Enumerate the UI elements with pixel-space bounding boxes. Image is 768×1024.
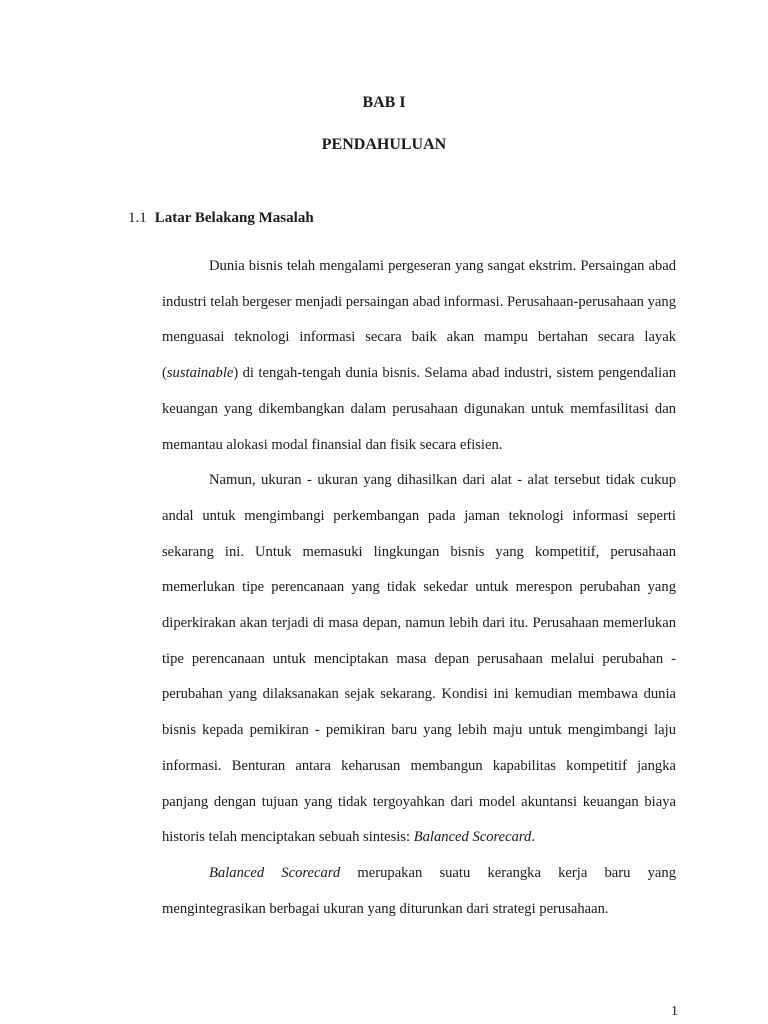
paragraph-3-italic: Balanced Scorecard [209, 864, 341, 881]
paragraph-3 [162, 856, 676, 927]
chapter-number: BAB I [362, 94, 406, 111]
paragraph-1-italic: sustainable [166, 365, 234, 382]
paragraph-2-italic: Balanced Scorecard [413, 829, 532, 846]
section-heading [128, 210, 314, 227]
paragraph-2 [162, 463, 676, 856]
paragraph-2-text-b: . [531, 829, 536, 846]
body-text [162, 249, 676, 927]
paragraph-2-text-a: Namun, ukuran - ukuran yang dihasilkan dari alat - alat tersebut tidak cukup andal untuk mengimbangi perkembangan pada jaman teknologi informasi seperti sekarang ini. Untuk memasuki lingkungan bisnis yang kompetitif, perusahaan memerlukan tipe perencanaan yang tidak sekedar untuk merespon perubahan yang diperkirakan akan terjadi di masa depan, namun lebih dari itu. Perusahaan memerlukan tipe perencanaan untuk menciptakan masa depan perusahaan melalui perubahan - perubahan yang dilaksanakan sejak sekarang. Kondisi ini kemudian membawa dunia bisnis kepada pemikiran - pemikiran baru yang lebih maju untuk mengimbangi laju informasi. Benturan antara keharusan membangun kapabilitas kompetitif jangka panjang dengan tujuan yang tidak tergoyahkan dari model akuntansi keuangan biaya historis telah menciptakan sebuah sintesis: [162, 472, 676, 846]
section-title: Latar Belakang Masalah [154, 210, 314, 226]
paragraph-3-text-b: merupakan suatu kerangka kerja baru yang mengintegrasikan berbagai ukuran yang diturunkan dari strategi perusahaan. [162, 864, 676, 917]
section-number: 1.1 [128, 210, 147, 226]
chapter-title: PENDAHULUAN [321, 136, 447, 153]
paragraph-1 [162, 249, 676, 463]
paragraph-1-text-a: Dunia bisnis telah mengalami pergeseran yang sangat ekstrim. Persaingan abad industri telah bergeser menjadi persaingan abad informasi. Perusahaan-perusahaan yang menguasai teknologi informasi secara baik akan mampu bertahan secara layak ( [162, 258, 676, 382]
page-number: 1 [671, 1004, 678, 1019]
paragraph-1-text-b: ) di tengah-tengah dunia bisnis. Selama abad industri, sistem pengendalian keuangan yang dikembangkan dalam perusahaan digunakan untuk memfasilitasi dan memantau alokasi modal finansial dan fisik secara efisien. [162, 365, 676, 453]
